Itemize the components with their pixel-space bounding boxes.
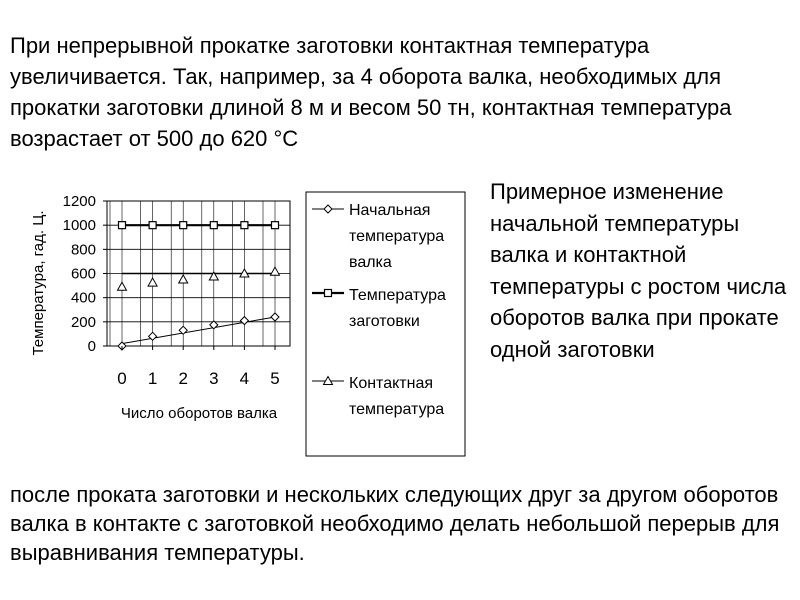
series-3-point: [179, 275, 188, 283]
legend-marker-2: [325, 290, 332, 297]
series-2-point: [119, 222, 126, 229]
legend-label-line: Начальная: [349, 202, 431, 219]
trendline-1: [122, 317, 275, 344]
conclusion-paragraph: после проката заготовки и нескольких следующих друг за другом оборотов валка в контакте с заготовкой необходимо делать небольшой перерыв для выравнивания температуры.: [10, 482, 780, 565]
series-1-point: [271, 313, 279, 321]
y-tick-label: 400: [70, 289, 96, 307]
series-2-point: [241, 222, 248, 229]
series-3-point: [148, 278, 157, 286]
series-2-point: [180, 222, 187, 229]
x-tick-label: 5: [270, 369, 280, 388]
y-tick-label: 200: [70, 313, 96, 331]
x-axis-title: Число оборотов валка: [120, 405, 278, 422]
x-tick-label: 4: [239, 369, 250, 388]
series-3-point: [118, 282, 127, 290]
y-axis-title: Температура, гад. Ц.: [30, 210, 47, 356]
y-tick-label: 1200: [62, 193, 96, 210]
legend-label-line: заготовки: [349, 313, 420, 330]
y-tick-label: 0: [87, 338, 96, 355]
legend-label-line: валка: [349, 254, 392, 271]
y-tick-label: 1000: [62, 217, 96, 235]
x-tick-label: 1: [147, 369, 158, 388]
y-tick-label: 800: [70, 241, 96, 259]
legend-label-2: [349, 287, 446, 330]
legend-label-line: температура: [349, 401, 445, 418]
series-2-point: [272, 222, 279, 229]
legend-label-1: [349, 202, 444, 271]
intro-paragraph: При непрерывной прокатке заготовки контактная температура увеличивается. Так, например, за 4 оборота валка, необходимых для прокатки заготовки длиной 8 м и весом 50 тн, контактная температура возрастает от 500 до 620 °С: [10, 33, 732, 151]
chart-trendlines: [122, 225, 275, 343]
series-1-point: [240, 317, 248, 325]
x-tick-label: 2: [178, 369, 188, 388]
legend-marker-1: [324, 205, 332, 213]
series-3-point: [271, 267, 280, 275]
x-tick-label: 0: [117, 369, 127, 388]
chart-legend: [312, 202, 446, 418]
chart-caption: Примерное изменение начальной температуры валка и контактной температуры с ростом числа оборотов валка при прокате одной заготовки: [490, 179, 787, 362]
legend-label-line: температура: [349, 228, 445, 245]
legend-label-3: [349, 375, 444, 418]
legend-label-line: Температура: [349, 287, 446, 304]
series-2-point: [210, 222, 217, 229]
x-tick-label: 3: [209, 369, 219, 388]
series-2-point: [149, 222, 156, 229]
y-tick-label: 600: [70, 265, 96, 283]
legend-label-line: Контактная: [349, 375, 434, 392]
